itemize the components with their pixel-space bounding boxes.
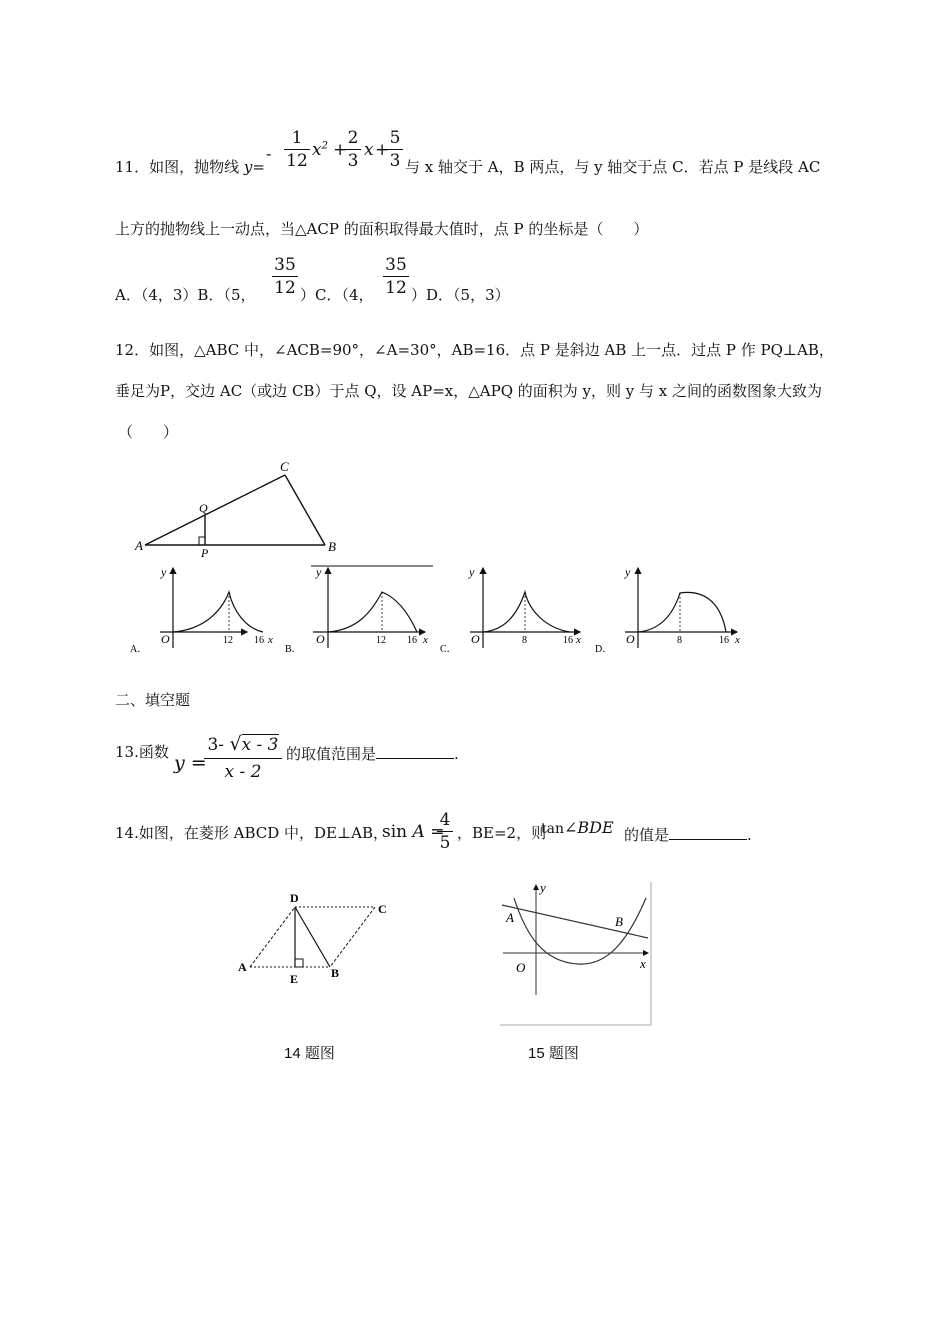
fig15-label-o: O: [516, 960, 526, 975]
label-a: A: [135, 538, 143, 553]
q11-frac1-num: 1: [291, 128, 303, 148]
fig14-label-e: E: [290, 972, 299, 986]
q14-suffix: [624, 823, 752, 845]
q11-option-d: ）D．（5，3）: [411, 286, 510, 304]
svg-text:x: x: [268, 634, 273, 646]
fig15-label-y: y: [540, 880, 546, 895]
svg-text:16: 16: [407, 635, 417, 646]
q12-triangle-figure: [125, 455, 355, 560]
q13-end: .: [454, 745, 459, 763]
q14-prefix: 14.如图，在菱形 ABCD 中，DE⊥AB，: [115, 824, 388, 842]
q13-suffix: [286, 742, 459, 764]
q11-frac2-den: 3: [347, 151, 359, 171]
q11-frac1-den: 12: [286, 151, 308, 171]
q11-plus2: +: [375, 140, 390, 160]
q13-sqrt: x - 3: [241, 735, 279, 755]
section-heading: 二、填空题: [115, 691, 191, 709]
svg-text:D．: D．: [595, 644, 613, 655]
q14-answer-blank[interactable]: [669, 823, 747, 840]
q12-line2: 垂足为P，交边 AC（或边 CB）于点 Q，设 AP=x，△APQ 的面积为 y，则 y 与 x 之间的函数图象大致为: [115, 382, 823, 400]
q13-prefix: 13.函数: [115, 743, 169, 761]
q11-optc-num: 35: [385, 255, 407, 275]
svg-text:y: y: [469, 565, 475, 579]
fig14-caption: 14 题图: [284, 1045, 335, 1062]
q14-tan: tan∠BDE: [541, 818, 614, 837]
svg-text:y: y: [161, 565, 167, 579]
q11-frac2: [345, 128, 361, 171]
q11-optb-den: 12: [274, 278, 296, 298]
q13-answer-blank[interactable]: [376, 742, 454, 759]
q11-optc-den: 12: [385, 278, 407, 298]
q11-frac1: [284, 128, 310, 171]
svg-text:8: 8: [522, 635, 527, 646]
svg-text:12: 12: [223, 635, 233, 646]
fig15-graph: [498, 880, 654, 1028]
svg-text:16: 16: [719, 635, 729, 646]
q14-sin: sin A =: [382, 822, 445, 842]
fig15-label-x: x: [640, 956, 646, 971]
q11-x1: $x^2$: [312, 140, 328, 160]
svg-text:B．: B．: [285, 644, 302, 655]
svg-text:y: y: [625, 565, 631, 579]
fig14-label-c: C: [378, 902, 387, 916]
q11-x2: x: [364, 140, 374, 160]
q11-optb-frac: [272, 255, 298, 298]
fig14-label-d: D: [290, 891, 299, 905]
q14-frac-den: 5: [439, 833, 451, 853]
q14-end: .: [747, 826, 752, 844]
graph-b: [285, 565, 428, 655]
svg-text:O: O: [161, 632, 170, 646]
q11-line2: 上方的抛物线上一动点，当△ACP 的面积取得最大值时，点 P 的坐标是（ ）: [115, 220, 649, 238]
svg-text:O: O: [471, 632, 480, 646]
svg-text:C．: C．: [440, 644, 457, 655]
q11-option-c: ）C．（4，: [300, 286, 374, 304]
q11-y-label: y=: [243, 158, 265, 176]
q11-frac3-num: 5: [389, 128, 401, 148]
svg-text:A．: A．: [130, 644, 148, 655]
q12-option-graphs: [125, 560, 765, 660]
graph-c: [440, 565, 581, 655]
q11-options-ab: A．（4，3）B．（5，: [115, 286, 256, 304]
svg-text:O: O: [316, 632, 325, 646]
svg-text:x: x: [423, 634, 428, 646]
q11-frac2-num: 2: [347, 128, 359, 148]
fig14-label-b: B: [331, 966, 340, 980]
q14-suffix-text: 的值是: [624, 826, 670, 844]
q12-line1: 12．如图，△ABC 中，∠ACB=90°，∠A=30°，AB=16．点 P 是斜边 AB 上一点．过点 P 作 PQ⊥AB，: [115, 341, 834, 359]
q11-minus: -: [266, 144, 272, 163]
fig15-label-a: A: [506, 910, 514, 925]
q11-prefix: 11．如图，抛物线: [115, 158, 240, 176]
fig14-rhombus: [230, 885, 400, 990]
fig15-label-b: B: [615, 914, 623, 929]
q14-frac: [437, 810, 453, 853]
q12-line3: （ ）: [118, 423, 179, 441]
label-c: C: [280, 459, 289, 474]
svg-text:16: 16: [254, 635, 264, 646]
svg-text:O: O: [626, 632, 635, 646]
q13-numerator: 3-: [207, 735, 230, 755]
q11-frac3: [387, 128, 403, 171]
label-b: B: [328, 539, 336, 554]
svg-text:x: x: [576, 634, 581, 646]
q13-y-eq: y =: [174, 752, 207, 774]
label-p: P: [201, 546, 209, 560]
fig15-caption: 15 题图: [528, 1045, 579, 1062]
graph-a: [130, 565, 273, 655]
fig14-label-a: A: [238, 960, 247, 974]
q14-mid: ，BE=2，则: [457, 824, 547, 842]
q14-frac-num: 4: [439, 810, 451, 830]
graph-d: [595, 565, 740, 655]
q11-line1-rest: 与 x 轴交于 A，B 两点，与 y 轴交于点 C．若点 P 是线段 AC: [405, 158, 821, 176]
q13-fraction: 3- √x - 3 x - 2: [204, 733, 282, 783]
label-q: Q: [199, 501, 208, 515]
q13-suffix-text: 的取值范围是: [286, 745, 377, 763]
q11-optc-frac: [383, 255, 409, 298]
q11-plus1: +: [333, 140, 348, 160]
q11-line1: [115, 157, 265, 177]
svg-text:8: 8: [677, 635, 682, 646]
q11-frac3-den: 3: [389, 151, 401, 171]
svg-text:x: x: [735, 634, 740, 646]
svg-text:16: 16: [563, 635, 573, 646]
q13-denominator: x - 2: [224, 762, 262, 782]
svg-text:12: 12: [376, 635, 386, 646]
q11-optb-num: 35: [274, 255, 296, 275]
svg-text:y: y: [316, 565, 322, 579]
